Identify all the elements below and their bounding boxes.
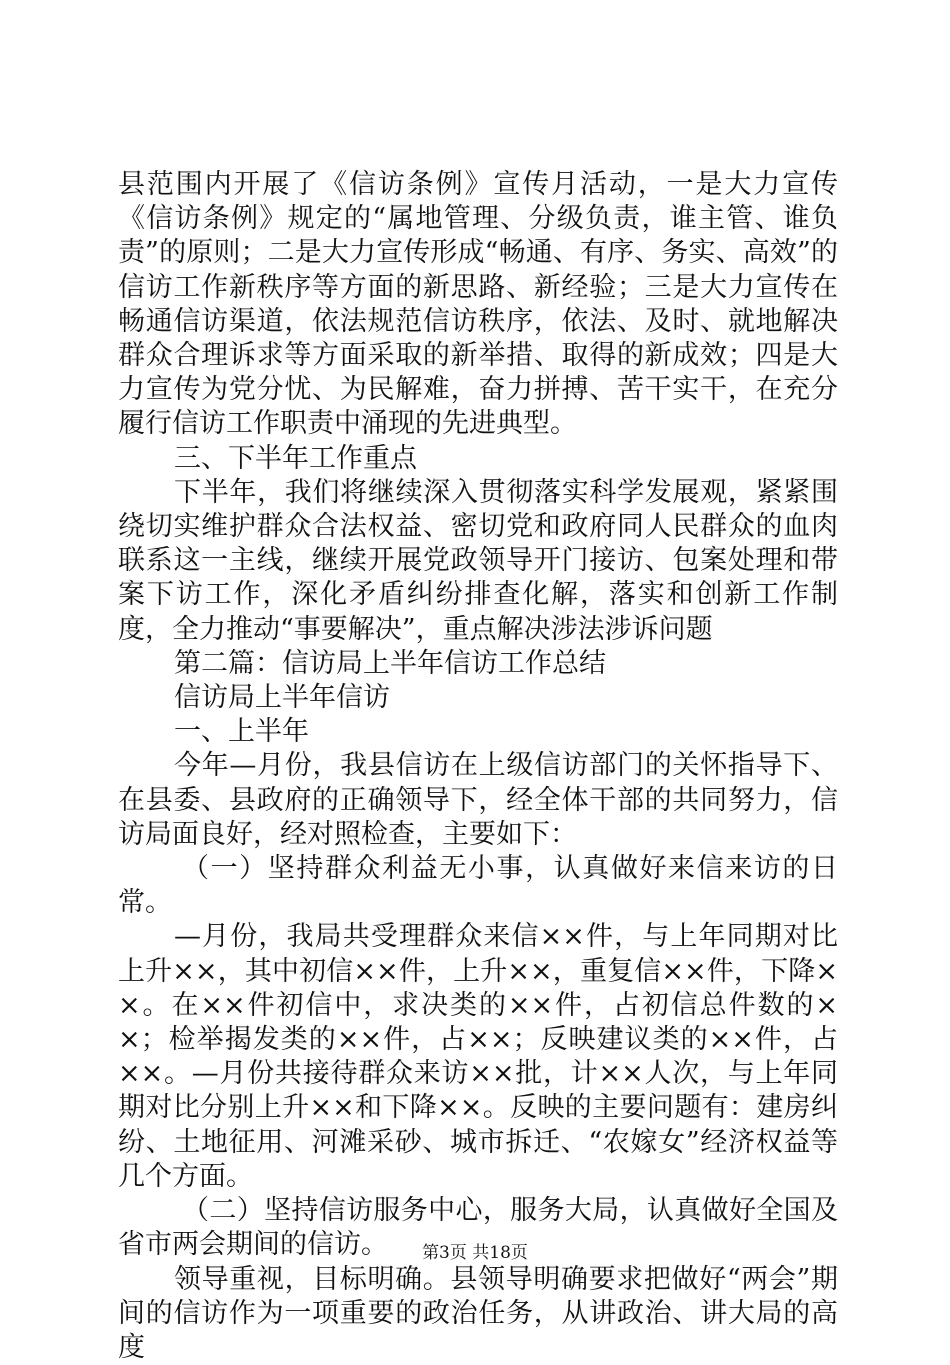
document-body — [118, 168, 838, 1365]
page-footer: 第3页 共18页 — [0, 1242, 950, 1264]
paragraph-overview: 今年—月份，我县信访在上级信访部门的关怀指导下、在县委、县政府的正确领导下，经全体干部的共同努力，信访局面良好，经对照检查，主要如下： — [118, 749, 838, 852]
section-heading-first-half: 一、上半年 — [118, 715, 838, 749]
chapter-title: 第二篇：信访局上半年信访工作总结 — [118, 647, 838, 681]
paragraph-plan: 下半年，我们将继续深入贯彻落实科学发展观，紧紧围绕切实维护群众合法权益、密切党和政府同人民群众的血肉联系这一主线，继续开展党政领导开门接访、包案处理和带案下访工作，深化矛盾纠纷排查化解，落实和创新工作制度，全力推动“事要解决”，重点解决涉法涉诉问题 — [118, 476, 838, 647]
paragraph-statistics: —月份，我局共受理群众来信××件，与上年同期对比上升××，其中初信××件，上升××，重复信××件，下降××。在××件初信中，求决类的××件，占初信总件数的××；检举揭发类的××件，占××；反映建议类的××件，占××。—月份共接待群众来访××批，计××人次，与上年同期对比分别上升××和下降××。反映的主要问题有：建房纠纷、土地征用、河滩采砂、城市拆迁、“农嫁女”经济权益等几个方面。 — [118, 920, 838, 1194]
section-heading-plan: 三、下半年工作重点 — [118, 442, 838, 476]
subheading-one: （一）坚持群众利益无小事，认真做好来信来访的日常。 — [118, 852, 838, 920]
chapter-subtitle: 信访局上半年信访 — [118, 681, 838, 715]
paragraph-continued: 县范围内开展了《信访条例》宣传月活动，一是大力宣传《信访条例》规定的“属地管理、分级负责，谁主管、谁负责”的原则；二是大力宣传形成“畅通、有序、务实、高效”的信访工作新秩序等方面的新思路、新经验；三是大力宣传在畅通信访渠道，依法规范信访秩序，依法、及时、就地解决群众合理诉求等方面采取的新举措、取得的新成效；四是大力宣传为党分忧、为民解难，奋力拼搏、苦干实干，在充分履行信访工作职责中涌现的先进典型。 — [118, 168, 838, 442]
subheading-two: （二）坚持信访服务中心，服务大局，认真做好全国及省市两会期间的信访。 — [118, 1194, 838, 1262]
paragraph-leadership: 领导重视，目标明确。县领导明确要求把做好“两会”期间的信访作为一项重要的政治任务，从讲政治、讲大局的高度 — [118, 1263, 838, 1365]
